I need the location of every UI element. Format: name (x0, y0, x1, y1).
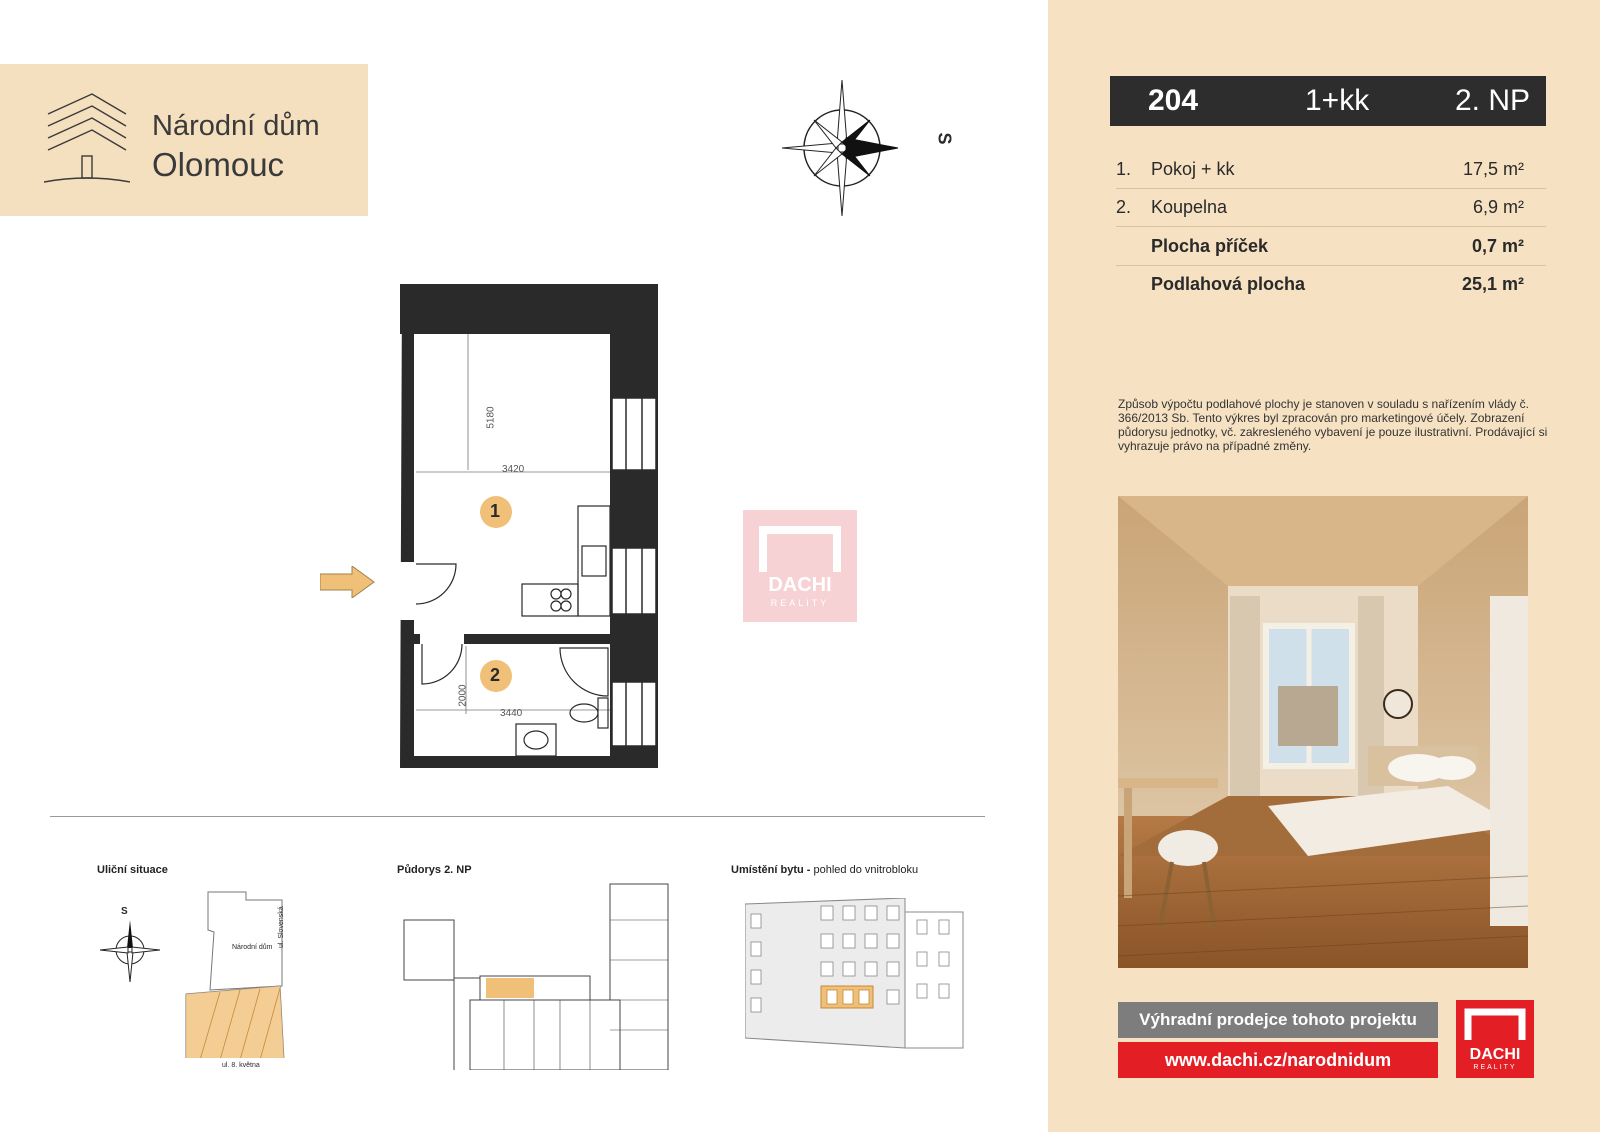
watermark-name: DACHI (768, 574, 832, 596)
room-num: 2. (1116, 197, 1132, 217)
dim-room1-width: 3420 (502, 464, 525, 475)
dachi-frame-icon (1456, 1004, 1534, 1046)
website-link[interactable]: www.dachi.cz/narodnidum (1118, 1042, 1438, 1078)
location-title (731, 864, 918, 876)
floor-overview-plan (400, 880, 672, 1070)
street-building-label: Národní dům (232, 944, 273, 951)
room-2-label: 2 (490, 665, 501, 685)
room-name: Pokoj + kk (1151, 159, 1235, 179)
partition-area-row (1116, 227, 1546, 266)
total-area: 0,7 m² (1471, 236, 1524, 256)
floor-area-row (1116, 265, 1546, 303)
room-1-label: 1 (490, 501, 501, 521)
exclusive-seller-banner: Výhradní prodejce tohoto projektu (1118, 1002, 1438, 1038)
unit-number: 204 (1148, 84, 1199, 117)
floor-overview-title: Půdorys 2. NP (397, 864, 472, 876)
entrance-arrow-icon (320, 566, 376, 598)
dim-room2-height: 2000 (457, 684, 469, 707)
street-map (180, 890, 292, 1058)
disclaimer-text: Způsob výpočtu podlahové plochy je stanoven v souladu s nařízením vlády č. 366/2013 Sb. Tento výkres byl zpracován pro marketingové účely. Zobrazení půdorysu jednotky, vč. zakresleného vybavení je pouze ilustrativní. Prodávající si vyhrazuje právo na případné změny. (1118, 397, 1548, 453)
unit-header (1110, 76, 1546, 126)
compass-rose-icon (782, 78, 902, 220)
room-name: Koupelna (1151, 197, 1228, 217)
street-situation-title: Uliční situace (97, 864, 168, 876)
dachi-logo-sub: REALITY (1473, 1064, 1517, 1071)
watermark-sub: REALITY (770, 598, 830, 608)
dim-room1-height: 5180 (485, 406, 497, 429)
room-area: 17,5 m² (1462, 159, 1524, 179)
brand-name-line2: Olomouc (152, 146, 285, 183)
dim-room2-width: 3440 (500, 708, 523, 719)
unit-floor: 2. NP (1454, 84, 1530, 117)
room-row (1116, 188, 1546, 227)
unit-type: 1+kk (1305, 84, 1370, 117)
room-area: 6,9 m² (1472, 197, 1524, 217)
small-compass-icon (100, 918, 160, 984)
compass-label: S (934, 132, 955, 145)
dachi-logo (1456, 1000, 1534, 1078)
building-elevation (745, 898, 965, 1058)
section-divider (50, 816, 985, 817)
floor-plan (320, 284, 670, 770)
building-logo-icon (44, 90, 130, 186)
room-row (1116, 150, 1546, 189)
street-name-8-kvetna: ul. 8. května (222, 1062, 260, 1069)
street-compass-label: S (121, 906, 128, 917)
total-area: 25,1 m² (1461, 274, 1524, 294)
dachi-logo-name: DACHI (1469, 1046, 1521, 1063)
brand-name-line1: Národní dům (152, 110, 320, 142)
location-title-bold: Umístění bytu - (731, 864, 811, 876)
interior-photo (1118, 496, 1528, 968)
total-name: Podlahová plocha (1151, 274, 1306, 294)
location-title-light: pohled do vnitrobloku (810, 864, 919, 876)
watermark-frame-icon (743, 520, 857, 580)
room-num: 1. (1116, 159, 1132, 179)
dachi-watermark (743, 510, 857, 622)
street-name-slovenska: ul. Slovenská (278, 906, 285, 948)
total-name: Plocha příček (1151, 236, 1269, 256)
